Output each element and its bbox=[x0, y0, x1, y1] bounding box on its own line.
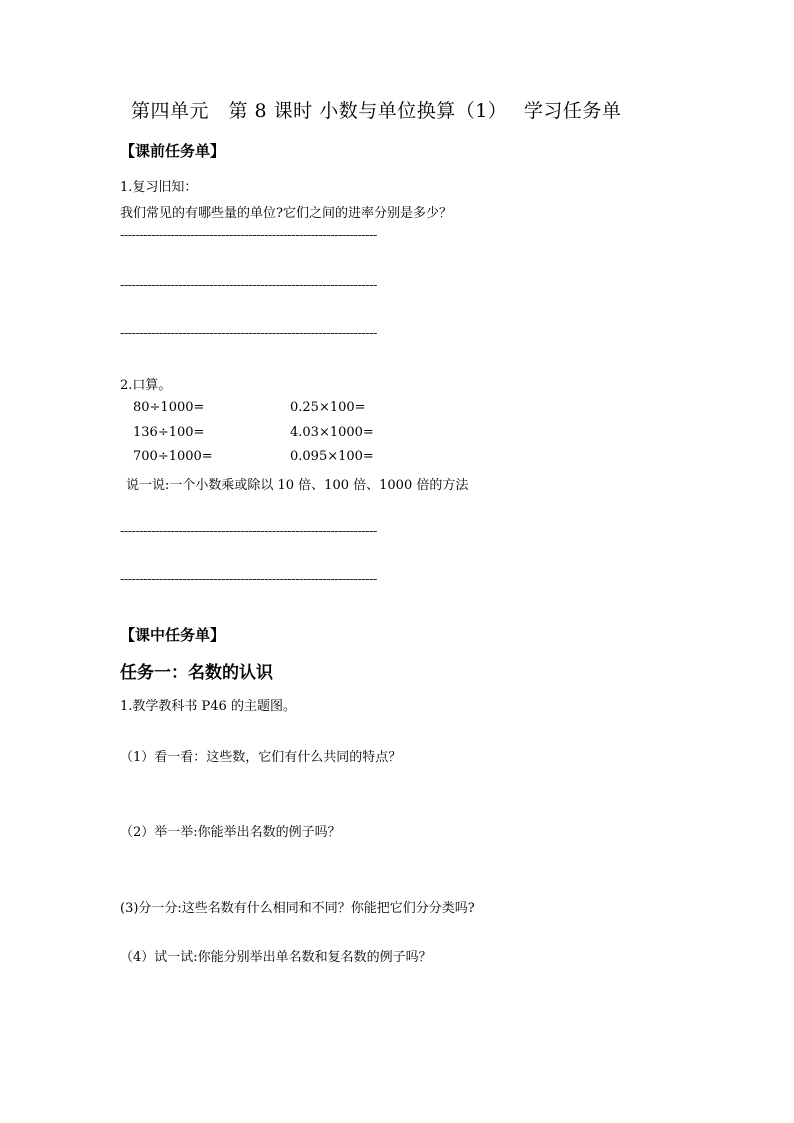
mental-math-heading: 2.口算。 bbox=[120, 378, 172, 393]
answer-line: ------------------------------------------------------------------ bbox=[120, 228, 377, 243]
pre-class-section-heading: 【课前任务单】 bbox=[120, 142, 226, 160]
mental-math-item: 136÷100= bbox=[133, 425, 205, 440]
mental-math-item: 0.25×100= bbox=[290, 400, 366, 415]
task1-question-1: （1）看一看：这些数，它们有什么共同的特点？ bbox=[120, 750, 402, 765]
say-prompt: 说一说:一个小数乘或除以 10 倍、100 倍、1000 倍的方法 bbox=[126, 478, 469, 493]
mental-math-item: 700÷1000= bbox=[133, 449, 213, 464]
answer-line: ------------------------------------------------------------------ bbox=[120, 326, 377, 341]
mental-math-item: 80÷1000= bbox=[133, 400, 205, 415]
task1-question-4: （4）试一试:你能分别举出单名数和复名数的例子吗？ bbox=[120, 950, 432, 965]
answer-line: ------------------------------------------------------------------ bbox=[120, 278, 377, 293]
task1-title: 任务一：名数的认识 bbox=[120, 663, 273, 683]
task1-intro: 1.教学教科书 P46 的主题图。 bbox=[120, 699, 296, 714]
answer-line: ------------------------------------------------------------------ bbox=[120, 524, 377, 539]
answer-line: ------------------------------------------------------------------ bbox=[120, 572, 377, 587]
page-title: 第四单元 第 8 课时 小数与单位换算（1） 学习任务单 bbox=[131, 100, 622, 122]
in-class-section-heading: 【课中任务单】 bbox=[120, 626, 226, 644]
mental-math-item: 0.095×100= bbox=[290, 449, 374, 464]
review-question: 我们常见的有哪些量的单位?它们之间的进率分别是多少？ bbox=[120, 206, 452, 221]
review-heading: 1.复习旧知： bbox=[120, 180, 198, 195]
mental-math-item: 4.03×1000= bbox=[290, 425, 374, 440]
task1-question-2: （2）举一举:你能举出名数的例子吗？ bbox=[120, 825, 341, 840]
task1-question-3: (3)分一分:这些名数有什么相同和不同？你能把它们分分类吗? bbox=[120, 901, 475, 916]
